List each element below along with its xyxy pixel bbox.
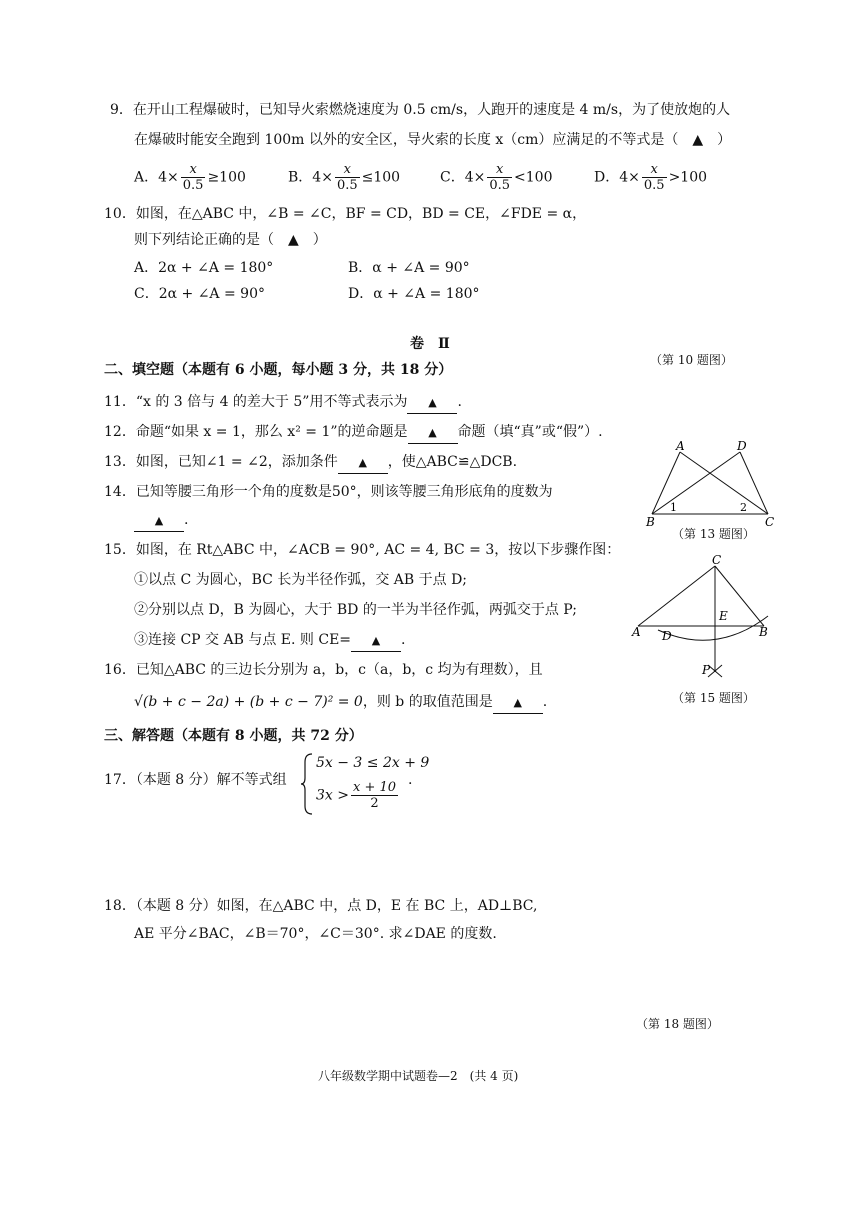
fig15-caption: （第 15 题图） bbox=[672, 691, 755, 705]
q17-eq1: 5x − 3 ≤ 2x + 9 bbox=[316, 755, 430, 771]
fig15-label-p: P bbox=[702, 663, 711, 677]
fig15-label-d: D bbox=[662, 629, 672, 643]
q15-step2: ②分别以点 D，B 为圆心，大于 BD 的一半为半径作弧，两弧交于点 P; bbox=[134, 602, 577, 618]
q9-line1: 9．在开山工程爆破时，已知导火索燃烧速度为 0.5 cm/s，人跑开的速度是 4 m/s，为了使放炮的人 bbox=[110, 102, 731, 118]
q18-line2: AE 平分∠BAC，∠B＝70°，∠C＝30°. 求∠DAE 的度数. bbox=[134, 926, 497, 942]
fig15-label-a: A bbox=[632, 625, 641, 639]
q16-line1: 16．已知△ABC 的三边长分别为 a，b，c（a，b，c 均为有理数），且 bbox=[104, 662, 543, 678]
juan-heading: 卷 Ⅱ bbox=[410, 336, 450, 352]
section2-title: 二、填空题（本题有 6 小题，每小题 3 分，共 18 分） bbox=[104, 362, 453, 378]
q12: 12．命题“如果 x = 1，那么 x² = 1”的逆命题是 ▲ 命题（填“真”或“假”）. bbox=[104, 422, 603, 444]
q14-line2: ▲ . bbox=[134, 510, 188, 532]
fig15-arc-d bbox=[658, 616, 768, 640]
q10-line2: 则下列结论正确的是（ ▲ ） bbox=[134, 232, 327, 248]
section3-title: 三、解答题（本题有 8 小题，共 72 分） bbox=[104, 728, 363, 744]
fig10-caption: （第 10 题图） bbox=[650, 353, 733, 367]
q17-end: . bbox=[408, 772, 413, 788]
q17-brace bbox=[300, 752, 314, 816]
fig18-caption: （第 18 题图） bbox=[636, 1017, 719, 1031]
q17-label: 17．（本题 8 分）解不等式组 bbox=[104, 772, 287, 788]
q17-brace-path bbox=[301, 754, 312, 814]
q15-line1: 15．如图，在 Rt△ABC 中，∠ACB = 90°, AC = 4, BC = 3，按以下步骤作图： bbox=[104, 542, 621, 558]
q16-line2: √(b + c − 2a) + (b + c − 7)² = 0，则 b 的取值范围是 ▲ . bbox=[134, 692, 547, 714]
q10-option-a: A．2α + ∠A = 180° bbox=[134, 260, 274, 276]
fig15-label-e: E bbox=[719, 609, 728, 623]
q14-blank: ▲ bbox=[134, 511, 184, 532]
q18-line1: 18．（本题 8 分）如图，在△ABC 中，点 D，E 在 BC 上，AD⊥BC, bbox=[104, 898, 538, 914]
q11: 11．“x 的 3 倍与 4 的差大于 5”用不等式表示为 ▲ . bbox=[104, 392, 462, 414]
fig13-line-ac bbox=[680, 452, 768, 514]
q15-step1: ①以点 C 为圆心，BC 长为半径作弧，交 AB 于点 D; bbox=[134, 572, 468, 588]
fig15-line-ca bbox=[638, 566, 715, 626]
fig13-caption: （第 13 题图） bbox=[672, 527, 755, 541]
fig13-angle-2: 2 bbox=[740, 501, 747, 514]
q16-blank: ▲ bbox=[493, 693, 543, 714]
q9-option-c: C．4× $\frac{x}{0.5}$ <100 bbox=[440, 162, 553, 193]
q12-blank: ▲ bbox=[408, 423, 458, 444]
fig13-label-d: D bbox=[737, 440, 747, 453]
fig15-label-b: B bbox=[759, 625, 768, 639]
fig13-diagram bbox=[640, 440, 780, 530]
q13: 13．如图，已知∠1 = ∠2，添加条件 ▲ ，使△ABC≌△DCB. bbox=[104, 452, 517, 474]
q10-option-b: B．α + ∠A = 90° bbox=[348, 260, 470, 276]
q10-option-c: C．2α + ∠A = 90° bbox=[134, 286, 265, 302]
q10-option-d: D．α + ∠A = 180° bbox=[348, 286, 480, 302]
q10-line1: 10．如图，在△ABC 中，∠B = ∠C，BF = CD，BD = CE，∠FDE = α， bbox=[104, 206, 587, 222]
fig15-label-c: C bbox=[712, 553, 722, 567]
q9-option-d: D．4× $\frac{x}{0.5}$ >100 bbox=[594, 162, 708, 193]
q9-option-b: B．4× $\frac{x}{0.5}$ ≤100 bbox=[288, 162, 401, 193]
q11-blank: ▲ bbox=[407, 393, 457, 414]
q9-option-a: A．4× $\frac{x}{0.5}$ ≥100 bbox=[134, 162, 246, 193]
fig13-label-a: A bbox=[676, 440, 685, 453]
fig13-line-db bbox=[652, 452, 740, 514]
q15-step3: ③连接 CP 交 AB 与点 E. 则 CE= ▲ . bbox=[134, 630, 405, 652]
q15-blank: ▲ bbox=[351, 631, 401, 652]
fig13-label-b: B bbox=[646, 515, 655, 529]
fig13-angle-1: 1 bbox=[670, 501, 677, 514]
q13-blank: ▲ bbox=[338, 453, 388, 474]
q9-line2: 在爆破时能安全跑到 100m 以外的安全区，导火索的长度 x（cm）应满足的不等式是（ ▲ ） bbox=[134, 132, 732, 148]
fig15-diagram bbox=[628, 552, 774, 682]
q14-line1: 14．已知等腰三角形一个角的度数是50°，则该等腰三角形底角的度数为 bbox=[104, 484, 553, 500]
fig13-label-c: C bbox=[765, 515, 775, 529]
q17-eq2: 3x > $\frac{x + 10}{2}$ bbox=[316, 780, 397, 811]
page-footer: 八年级数学期中试题卷—2 (共 4 页) bbox=[318, 1069, 519, 1083]
